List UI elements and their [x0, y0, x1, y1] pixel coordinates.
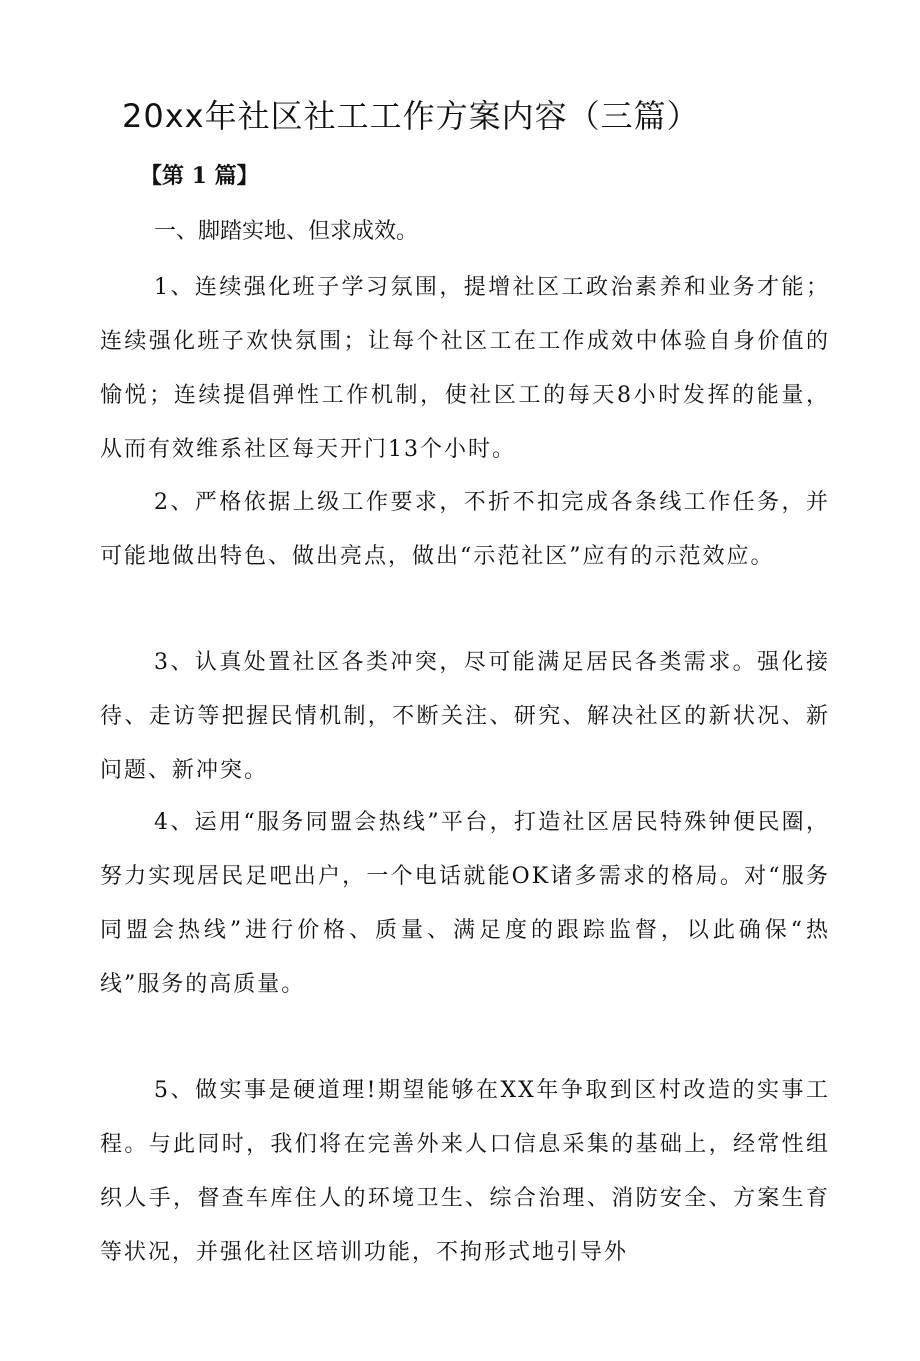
section-heading: 一、脚踏实地、但求成效。: [154, 219, 419, 244]
paragraph-2: 2、严格依据上级工作要求，不折不扣完成各条线工作任务，并可能地做出特色、做出亮点，做出“示范社区”应有的示范效应。: [100, 490, 830, 569]
document-title: 20xx年社区社工工作方案内容（三篇）: [122, 97, 700, 135]
section-label: 【第 1 篇】: [140, 163, 259, 189]
paragraph-3: 3、认真处置社区各类冲突，尽可能满足居民各类需求。强化接待、走访等把握民情机制，不断关注、研究、解决社区的新状况、新问题、新冲突。: [100, 650, 830, 783]
paragraph-4: 4、运用“服务同盟会热线”平台，打造社区居民特殊钟便民圈，努力实现居民足吧出户，一个电话就能OK诸多需求的格局。对“服务同盟会热线”进行价格、质量、满足度的跟踪监督，以此确保“热线”服务的高质量。: [100, 810, 830, 997]
paragraph-1: 1、连续强化班子学习氛围，提增社区工政治素养和业务才能；连续强化班子欢快氛围；让每个社区工在工作成效中体验自身价值的愉悦；连续提倡弹性工作机制，使社区工的每天8小时发挥的能量，从而有效维系社区每天开门13个小时。: [100, 275, 830, 462]
paragraph-5: 5、做实事是硬道理!期望能够在XX年争取到区村改造的实事工程。与此同时，我们将在完善外来人口信息采集的基础上，经常性组织人手，督查车库住人的环境卫生、综合治理、消防安全、方案生育等状况，并强化社区培训功能，不拘形式地引导外: [100, 1078, 830, 1265]
